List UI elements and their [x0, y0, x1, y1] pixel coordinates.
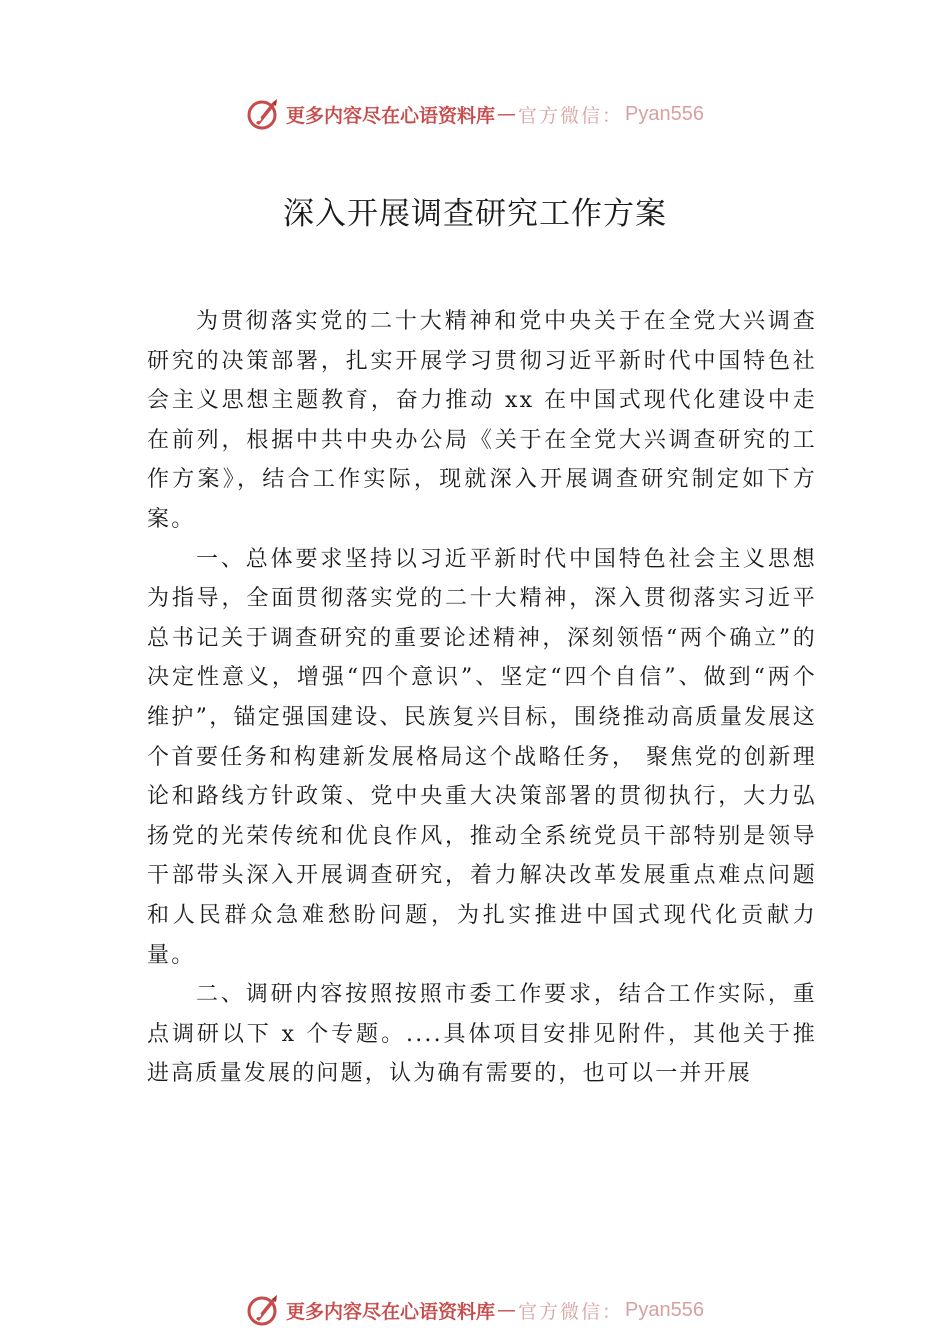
watermark-official-label: 官方微信：: [518, 1300, 624, 1323]
footer-watermark: [0, 1290, 950, 1330]
quill-pen-logo-icon: [246, 1293, 280, 1327]
watermark-brand: 更多内容尽在心语资料库: [286, 1300, 496, 1323]
watermark-dash: —: [497, 1299, 517, 1321]
watermark-wechat-id: Pyan556: [625, 1298, 704, 1321]
document-body: [147, 302, 817, 1094]
quill-pen-logo-icon: [246, 97, 280, 131]
watermark-dash: —: [497, 103, 517, 125]
document-title: 深入开展调查研究工作方案: [283, 196, 667, 232]
watermark-official-label: 官方微信：: [518, 104, 624, 127]
paragraph-general-requirements: 一、总体要求坚持以习近平新时代中国特色社会主义思想为指导，全面贯彻落实党的二十大精神，深入贯彻落实习近平总书记关于调查研究的重要论述精神，深刻领悟“两个确立”的决定性意义，增强“四个意识”、坚定“四个自信”、做到“两个维护”，锚定强国建设、民族复兴目标，围绕推动高质量发展这个首要任务和构建新发展格局这个战略任务， 聚焦党的创新理论和路线方针政策、党中央重大决策部署的贯彻执行，大力弘扬党的光荣传统和优良作风，推动全系统党员干部特别是领导干部带头深入开展调查研究，着力解决改革发展重点难点问题和人民群众急难愁盼问题，为扎实推进中国式现代化贡献力量。: [147, 546, 817, 968]
paragraph-research-content: 二、调研内容按照按照市委工作要求，结合工作实际，重点调研以下 x 个专题。....具体项目安排见附件，其他关于推进高质量发展的问题，认为确有需要的，也可以一并开展: [147, 982, 817, 1087]
header-watermark: [0, 94, 950, 134]
watermark-wechat-id: Pyan556: [625, 102, 704, 125]
watermark-brand: 更多内容尽在心语资料库: [286, 104, 496, 127]
paragraph-intro: 为贯彻落实党的二十大精神和党中央关于在全党大兴调查研究的决策部署，扎实开展学习贯彻习近平新时代中国特色社会主义思想主题教育，奋力推动 xx 在中国式现代化建设中走在前列，根据中共中央办公局《关于在全党大兴调查研究的工作方案》，结合工作实际，现就深入开展调查研究制定如下方案。: [147, 309, 817, 532]
